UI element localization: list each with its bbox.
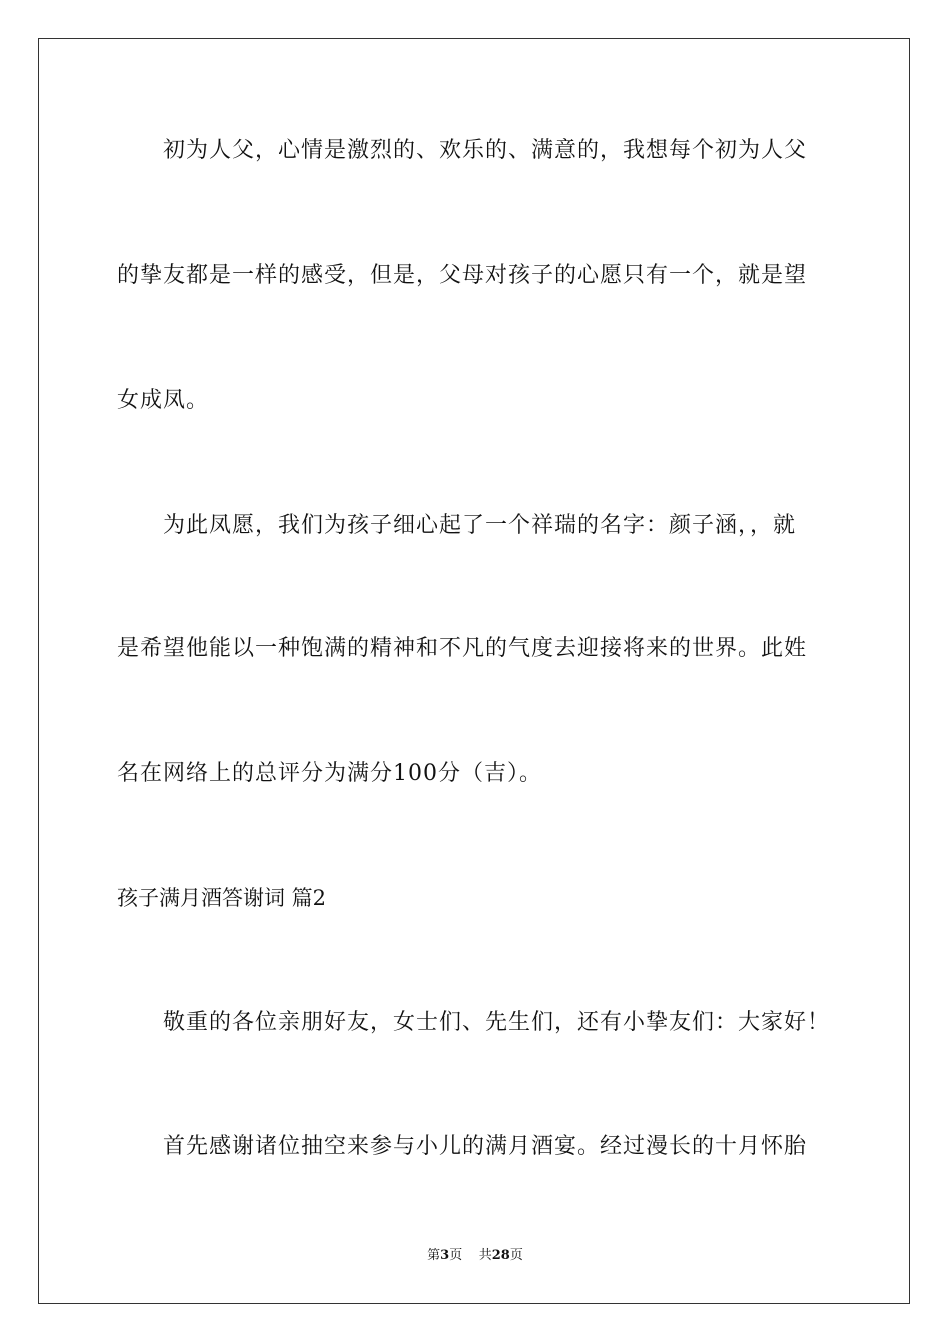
page-number: 3 xyxy=(440,1248,450,1263)
total-prefix: 共 xyxy=(478,1248,492,1263)
paragraph-line: 的挚友都是一样的感受，但是，父母对孩子的心愿只有一个，就是望 xyxy=(117,263,808,288)
page-border xyxy=(38,38,910,1304)
paragraph-line: 为此凤愿，我们为孩子细心起了一个祥瑞的名字：颜子涵，，就 xyxy=(163,513,797,538)
total-pages: 28 xyxy=(491,1248,510,1263)
paragraph-line: 首先感谢诸位抽空来参与小儿的满月酒宴。经过漫长的十月怀胎 xyxy=(163,1134,808,1159)
section-heading: 孩子满月酒答谢词 篇2 xyxy=(117,886,327,910)
paragraph-line: 敬重的各位亲朋好友，女士们、先生们，还有小挚友们：大家好！ xyxy=(163,1010,831,1035)
page-footer xyxy=(0,1247,950,1265)
paragraph-line: 是希望他能以一种饱满的精神和不凡的气度去迎接将来的世界。此姓 xyxy=(117,636,808,661)
page-suffix: 页 xyxy=(449,1248,463,1263)
total-suffix: 页 xyxy=(509,1248,523,1263)
page-prefix: 第 xyxy=(427,1248,441,1263)
paragraph-line: 女成凤。 xyxy=(117,388,210,413)
paragraph-line: 名在网络上的总评分为满分100分（吉）。 xyxy=(117,761,542,786)
paragraph-line: 初为人父，心情是激烈的、欢乐的、满意的，我想每个初为人父 xyxy=(163,138,808,163)
